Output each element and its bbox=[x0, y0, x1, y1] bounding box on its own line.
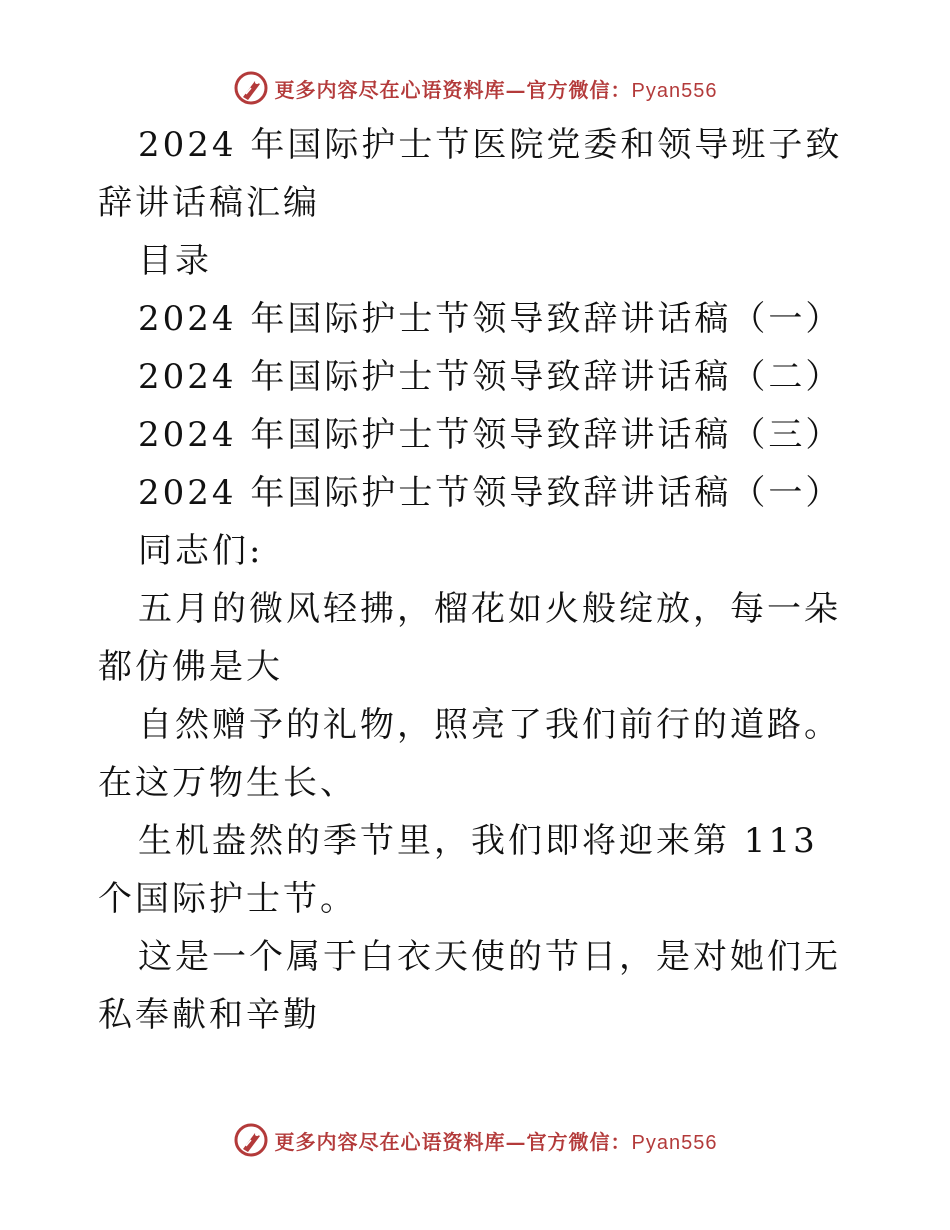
footer-wechat-id: Pyan556 bbox=[631, 1131, 718, 1154]
toc-item-3: 2024 年国际护士节领导致辞讲话稿（三） bbox=[138, 415, 843, 455]
pen-nib-logo-icon bbox=[233, 70, 269, 106]
pen-nib-logo-icon bbox=[233, 1122, 269, 1158]
footer-banner-text: 更多内容尽在心语资料库—官方微信： bbox=[274, 1129, 632, 1154]
greeting: 同志们: bbox=[138, 531, 264, 571]
document-body bbox=[98, 116, 858, 1044]
header-banner bbox=[0, 70, 950, 106]
paragraph-2: 自然赠予的礼物，照亮了我们前行的道路。在这万物生长、 bbox=[98, 705, 841, 803]
paragraph-4: 这是一个属于白衣天使的节日，是对她们无私奉献和辛勤 bbox=[98, 937, 841, 1035]
footer-banner bbox=[0, 1122, 950, 1158]
toc-item-2: 2024 年国际护士节领导致辞讲话稿（二） bbox=[138, 357, 843, 397]
toc-heading: 目录 bbox=[138, 241, 212, 281]
paragraph-3: 生机盎然的季节里，我们即将迎来第 113 个国际护士节。 bbox=[98, 821, 818, 919]
paragraph-1: 五月的微风轻拂，榴花如火般绽放，每一朵都仿佛是大 bbox=[98, 589, 841, 687]
header-banner-text: 更多内容尽在心语资料库—官方微信： bbox=[274, 77, 632, 102]
section-title: 2024 年国际护士节领导致辞讲话稿（一） bbox=[138, 473, 843, 513]
document-title: 2024 年国际护士节医院党委和领导班子致辞讲话稿汇编 bbox=[98, 125, 843, 223]
toc-item-1: 2024 年国际护士节领导致辞讲话稿（一） bbox=[138, 299, 843, 339]
header-wechat-id: Pyan556 bbox=[631, 79, 718, 102]
